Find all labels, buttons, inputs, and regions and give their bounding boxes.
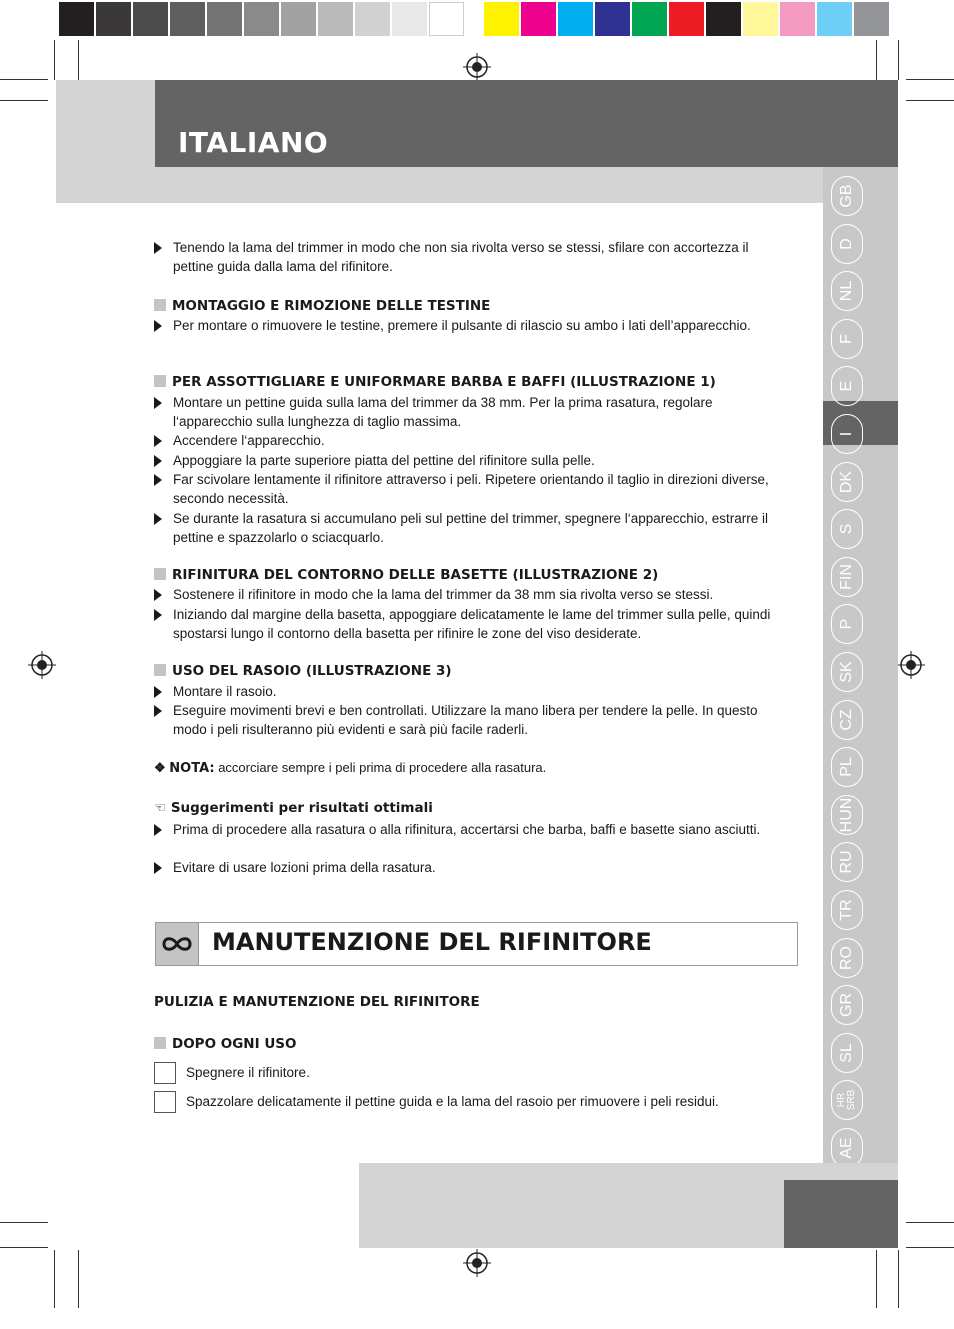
language-tab-f[interactable] [831, 319, 863, 359]
gray-swatch [170, 2, 205, 36]
language-tab-label: HUN [838, 797, 855, 833]
maintenance-subtitle: PULIZIA E MANUTENZIONE DEL RIFINITORE [154, 994, 480, 1010]
tips-heading: ☜ Suggerimenti per risultati ottimali [154, 800, 433, 816]
grayscale-calibration-bar [59, 2, 466, 36]
list-item: Eseguire movimenti brevi e ben controllati. Utilizzare la mano libera per tendere la pelle. In questo modo i peli risulteranno più evidenti e sarà più facile raderli. [154, 701, 784, 739]
bullet-triangle-icon [154, 589, 162, 601]
language-tab-gb[interactable] [831, 176, 863, 216]
language-tab-label: AE [838, 1137, 855, 1159]
crop-mark [876, 40, 877, 80]
gray-swatch [133, 2, 168, 36]
language-tab-label: HR SRB [836, 1090, 857, 1111]
crop-mark [898, 1250, 899, 1308]
language-tab-label: SL [838, 1043, 855, 1063]
registration-mark-icon [897, 651, 925, 679]
list-item: Prima di procedere alla rasatura o alla rifinitura, accertarsi che barba, baffi e basette siano asciutti. [154, 820, 784, 839]
color-swatch [484, 2, 519, 36]
color-swatch [669, 2, 704, 36]
gray-swatch [318, 2, 353, 36]
gray-swatch [59, 2, 94, 36]
language-tab-ae[interactable] [831, 1128, 863, 1168]
language-tab-ro[interactable] [831, 938, 863, 978]
crop-mark [906, 1247, 954, 1248]
language-tab-cz[interactable] [831, 700, 863, 740]
crop-mark [906, 79, 954, 80]
maintenance-title: MANUTENZIONE DEL RIFINITORE [212, 928, 652, 956]
gray-swatch [392, 2, 427, 36]
crop-mark [0, 79, 48, 80]
section-heading: DOPO OGNI USO [154, 1035, 297, 1053]
language-tab-label: GB [838, 184, 855, 208]
list-item: Accendere l‘apparecchio. [154, 431, 784, 450]
language-tab-label: CZ [838, 708, 855, 731]
crop-mark [78, 1250, 79, 1308]
color-calibration-bar [484, 2, 891, 36]
list-item: Evitare di usare lozioni prima della rasatura. [154, 858, 784, 877]
warning-icon: ❖ [154, 760, 166, 775]
list-item: Far scivolare lentamente il rifinitore attraverso i peli. Ripetere orientando il taglio in direzioni diverse, secondo necessità. [154, 470, 784, 508]
crop-mark [54, 40, 55, 80]
list-item: Tenendo la lama del trimmer in modo che non sia rivolta verso se stessi, sfilare con accortezza il pettine guida dalla lama del rifinitore. [154, 238, 784, 276]
bullet-triangle-icon [154, 455, 162, 467]
language-tab-fin[interactable] [831, 557, 863, 597]
language-tab-label: RU [838, 850, 855, 874]
language-tab-label: NL [838, 280, 855, 302]
page-title: ITALIANO [178, 126, 329, 159]
registration-mark-icon [463, 1249, 491, 1277]
list-item: Per montare o rimuovere le testine, premere il pulsante di rilascio su ambo i lati dell’apparecchio. [154, 316, 784, 335]
crop-mark [78, 40, 79, 80]
section-heading: PER ASSOTTIGLIARE E UNIFORMARE BARBA E BAFFI (ILLUSTRAZIONE 1) [154, 373, 716, 391]
section-heading: RIFINITURA DEL CONTORNO DELLE BASETTE (ILLUSTRAZIONE 2) [154, 566, 658, 584]
square-marker-icon [154, 664, 166, 676]
language-tab-gr[interactable] [831, 985, 863, 1025]
list-item: Appoggiare la parte superiore piatta del pettine del rifinitore sulla pelle. [154, 451, 784, 470]
language-tab-e[interactable] [831, 366, 863, 406]
crop-mark [0, 1247, 48, 1248]
color-swatch [780, 2, 815, 36]
note: ❖ NOTA: accorciare sempre i peli prima di procedere alla rasatura. [154, 760, 547, 776]
checkbox [154, 1091, 176, 1113]
square-marker-icon [154, 299, 166, 311]
color-swatch [817, 2, 852, 36]
bullet-triangle-icon [154, 609, 162, 621]
language-tab-label: RO [838, 945, 855, 970]
crop-mark [906, 100, 954, 101]
gray-swatch [207, 2, 242, 36]
language-tab-label: SK [838, 661, 855, 683]
crop-mark [0, 100, 48, 101]
gray-swatch [244, 2, 279, 36]
bullet-triangle-icon [154, 705, 162, 717]
color-swatch [558, 2, 593, 36]
language-tab-tr[interactable] [831, 890, 863, 930]
bullet-triangle-icon [154, 397, 162, 409]
language-tab-label: D [838, 237, 855, 250]
infinity-icon [156, 923, 199, 965]
list-item: Sostenere il rifinitore in modo che la lama del trimmer da 38 mm sia rivolta verso se stessi. [154, 585, 784, 604]
list-item: Montare il rasoio. [154, 682, 784, 701]
square-marker-icon [154, 375, 166, 387]
color-swatch [595, 2, 630, 36]
bullet-triangle-icon [154, 242, 162, 254]
language-tab-label: DK [838, 470, 855, 493]
section-heading: MONTAGGIO E RIMOZIONE DELLE TESTINE [154, 297, 490, 315]
list-item: Iniziando dal margine della basetta, appoggiare delicatamente le lame del trimmer sulla pelle, quindi spostarsi lungo il contorno della basetta per rifinire le zone del viso desiderate. [154, 605, 784, 643]
crop-mark [898, 40, 899, 80]
color-swatch [706, 2, 741, 36]
color-swatch [632, 2, 667, 36]
language-tab-label: PL [838, 757, 855, 777]
registration-mark-icon [28, 651, 56, 679]
language-tab-label: I [838, 431, 855, 437]
language-tab-pl[interactable] [831, 747, 863, 787]
language-tab-i[interactable] [831, 414, 863, 454]
page-number-box [784, 1180, 898, 1248]
square-marker-icon [154, 568, 166, 580]
language-tab-label: FIN [838, 563, 855, 590]
language-tab-sl[interactable] [831, 1033, 863, 1073]
language-tab-d[interactable] [831, 224, 863, 264]
list-item: Montare un pettine guida sulla lama del trimmer da 38 mm. Per la prima rasatura, regolare l‘apparecchio sulla lunghezza di taglio massima. [154, 393, 784, 431]
thumbs-up-icon: ☜ [154, 800, 167, 816]
language-tab-ru[interactable] [831, 842, 863, 882]
language-tab-label: E [838, 381, 855, 392]
checkbox [154, 1062, 176, 1084]
maintenance-header-box [155, 922, 798, 966]
bullet-triangle-icon [154, 513, 162, 525]
language-tab-p[interactable] [831, 604, 863, 644]
gray-swatch [281, 2, 316, 36]
color-swatch [743, 2, 778, 36]
bullet-triangle-icon [154, 824, 162, 836]
language-tab-nl[interactable] [831, 271, 863, 311]
crop-mark [54, 1250, 55, 1308]
gray-swatch [355, 2, 390, 36]
square-marker-icon [154, 1037, 166, 1049]
bullet-triangle-icon [154, 474, 162, 486]
crop-mark [0, 1222, 48, 1223]
language-tab-hun[interactable] [831, 795, 863, 835]
language-tab-label: S [838, 523, 855, 535]
crop-mark [876, 1250, 877, 1308]
gray-swatch [96, 2, 131, 36]
language-tab-label: F [838, 333, 855, 344]
bullet-triangle-icon [154, 435, 162, 447]
language-tab-label: GR [838, 993, 855, 1018]
gray-swatch [429, 2, 464, 36]
language-tab-label: P [838, 619, 855, 630]
language-tab-sk[interactable] [831, 652, 863, 692]
bullet-triangle-icon [154, 862, 162, 874]
bullet-triangle-icon [154, 686, 162, 698]
language-tab-s[interactable] [831, 509, 863, 549]
language-tab-dk[interactable] [831, 462, 863, 502]
list-item: Se durante la rasatura si accumulano peli sul pettine del trimmer, spegnere l‘apparecchio, estrarre il pettine e spazzolarlo o sciacquarlo. [154, 509, 784, 547]
section-heading: USO DEL RASOIO (ILLUSTRAZIONE 3) [154, 662, 452, 680]
registration-mark-icon [463, 53, 491, 81]
language-tab-hr-srb[interactable] [831, 1080, 863, 1120]
language-tab-label: TR [838, 899, 855, 921]
bullet-triangle-icon [154, 320, 162, 332]
color-swatch [521, 2, 556, 36]
crop-mark [906, 1222, 954, 1223]
color-swatch [854, 2, 889, 36]
